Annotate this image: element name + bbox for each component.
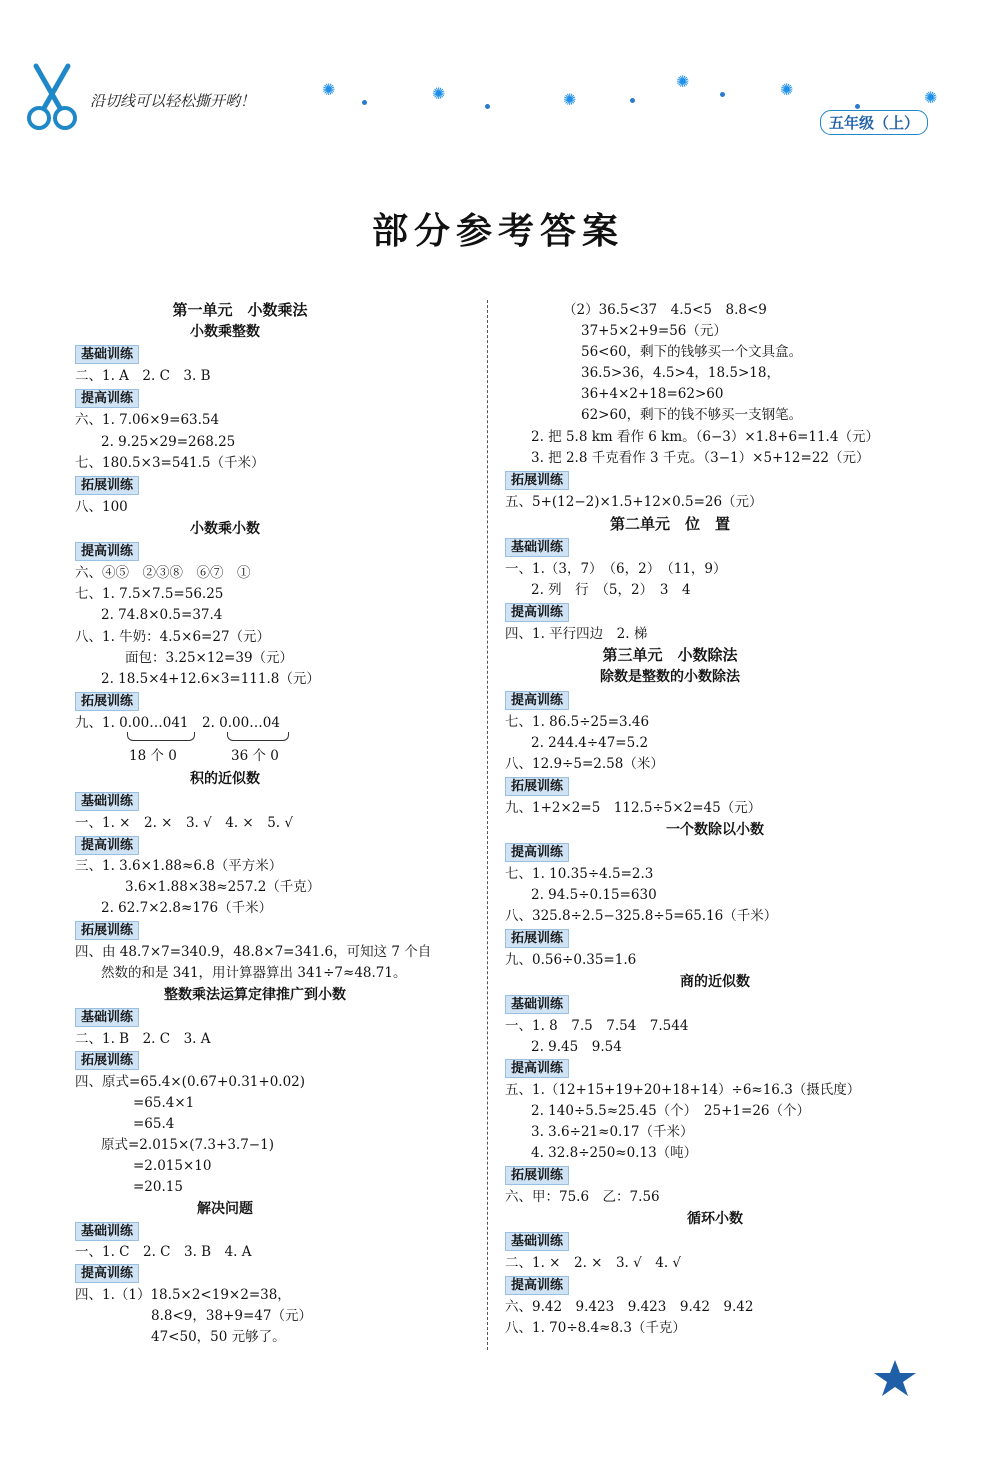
answer-line: 七、1. 10.35÷4.5=2.3 — [505, 866, 654, 882]
answer-line: =65.4×1 — [133, 1095, 195, 1111]
answer-line: 八、325.8÷2.5−325.8÷5=65.16（千米） — [505, 908, 778, 924]
underbrace — [227, 732, 289, 741]
answer-line: 四、1.（1）18.5×2<19×2=38， — [75, 1287, 291, 1303]
answer-line: 二、1. × 2. × 3. √ 4. √ — [505, 1255, 682, 1271]
brace-label: 18 个 0 — [129, 748, 177, 764]
training-badge: 基础训练 — [75, 792, 139, 811]
answer-line: 三、1. 3.6×1.88≈6.8（平方米） — [75, 858, 283, 874]
answer-line: 二、1. B 2. C 3. A — [75, 1031, 211, 1047]
answer-line: 四、原式=65.4×(0.67+0.31+0.02) — [75, 1074, 306, 1090]
training-badge: 提高训练 — [505, 603, 569, 622]
answer-line: 四、1. 平行四边 2. 梯 — [505, 626, 648, 642]
answer-line: =65.4 — [133, 1116, 175, 1132]
training-badge: 提高训练 — [505, 1059, 569, 1078]
training-badge: 提高训练 — [75, 389, 139, 408]
answer-line: 2. 244.4÷47=5.2 — [531, 735, 649, 751]
grade-badge: 五年级（上） — [820, 110, 928, 135]
column-divider — [487, 300, 488, 1350]
scissors-icon — [22, 62, 82, 138]
unit-heading: 第三单元 小数除法 — [602, 646, 738, 664]
answer-line: 4. 32.8÷250≈0.13（吨） — [531, 1145, 698, 1161]
training-badge: 提高训练 — [505, 691, 569, 710]
answer-line: 37+5×2+9=56（元） — [581, 323, 727, 339]
answer-line: 然数的和是 341，用计算器算出 341÷7≈48.71。 — [101, 965, 407, 981]
answer-line: 七、1. 86.5÷25=3.46 — [505, 714, 650, 730]
unit-heading: 第二单元 位 置 — [609, 515, 730, 533]
section-heading: 积的近似数 — [190, 771, 260, 787]
section-heading: 小数乘整数 — [190, 324, 260, 340]
answer-line: 一、1.（3，7） （6，2） （11，9） — [505, 561, 727, 577]
answer-line: （2）36.5<37 4.5<5 8.8<9 — [563, 302, 767, 318]
answer-line: 2. 94.5÷0.15=630 — [531, 887, 657, 903]
answer-line: 面包：3.25×12=39（元） — [125, 650, 294, 666]
answer-line: 五、1.（12+15+19+20+18+14）÷6≈16.3（摄氏度） — [505, 1082, 861, 1098]
training-badge: 提高训练 — [75, 542, 139, 561]
training-badge: 拓展训练 — [75, 921, 139, 940]
answer-line: 8.8<9，38+9=47（元） — [151, 1308, 312, 1324]
answer-line: 六、9.42 9.423 9.423 9.42 9.42 — [505, 1299, 754, 1315]
unit-heading: 第一单元 小数乘法 — [172, 301, 308, 319]
answer-line: 56<60，剩下的钱够买一个文具盒。 — [581, 344, 803, 360]
answer-line: 九、0.56÷0.35=1.6 — [505, 952, 637, 968]
underbrace — [127, 732, 195, 741]
brace-label: 36 个 0 — [231, 748, 279, 764]
training-badge: 拓展训练 — [505, 929, 569, 948]
answer-line: 2. 列 行 （5，2） 3 4 — [531, 582, 691, 598]
training-badge: 提高训练 — [75, 836, 139, 855]
answer-line: 七、180.5×3=541.5（千米） — [75, 455, 265, 471]
answer-line: 2. 74.8×0.5=37.4 — [101, 607, 223, 623]
answer-line: 一、1. C 2. C 3. B 4. A — [75, 1244, 252, 1260]
page-star-icon — [872, 1358, 918, 1402]
answer-line: 一、1. × 2. × 3. √ 4. × 5. √ — [75, 815, 293, 831]
training-badge: 基础训练 — [505, 1232, 569, 1251]
training-badge: 基础训练 — [75, 345, 139, 364]
training-badge: 基础训练 — [505, 995, 569, 1014]
answer-line: 36.5>36，4.5>4，18.5>18， — [581, 365, 780, 381]
answer-line: 九、1. 0.00…041 2. 0.00…04 — [75, 715, 280, 731]
training-badge: 提高训练 — [505, 843, 569, 862]
answer-line: 二、1. A 2. C 3. B — [75, 368, 211, 384]
training-badge: 拓展训练 — [505, 1166, 569, 1185]
answer-line: 47<50，50 元够了。 — [151, 1329, 286, 1345]
answer-line: 六、④⑤ ②③⑧ ⑥⑦ ① — [75, 565, 251, 581]
training-badge: 基础训练 — [75, 1222, 139, 1241]
answer-line: 2. 把 5.8 km 看作 6 km。（6−3）×1.8+6=11.4（元） — [531, 429, 879, 445]
answer-line: =20.15 — [133, 1179, 183, 1195]
section-heading: 整数乘法运算定律推广到小数 — [164, 987, 346, 1003]
answer-line: 36+4×2+18=62>60 — [581, 386, 724, 402]
training-badge: 拓展训练 — [75, 1051, 139, 1070]
answer-line: 3. 3.6÷21≈0.17（千米） — [531, 1124, 694, 1140]
training-badge: 拓展训练 — [505, 777, 569, 796]
cut-hint: 沿切线可以轻松撕开哟！ — [90, 92, 256, 110]
section-heading: 除数是整数的小数除法 — [600, 669, 740, 685]
answer-line: 一、1. 8 7.5 7.54 7.544 — [505, 1018, 689, 1034]
answer-line: 62>60，剩下的钱不够买一支钢笔。 — [581, 407, 803, 423]
answer-line: 2. 9.25×29=268.25 — [101, 434, 236, 450]
answer-line: 2. 18.5×4+12.6×3=111.8（元） — [101, 671, 320, 687]
section-heading: 一个数除以小数 — [666, 822, 764, 838]
training-badge: 基础训练 — [505, 538, 569, 557]
answer-line: 八、100 — [75, 499, 128, 515]
training-badge: 拓展训练 — [75, 476, 139, 495]
page-title: 部分参考答案 — [372, 211, 625, 252]
training-badge: 拓展训练 — [75, 692, 139, 711]
answer-line: 六、甲：75.6 乙：7.56 — [505, 1189, 660, 1205]
answer-line: 六、1. 7.06×9=63.54 — [75, 412, 220, 428]
training-badge: 基础训练 — [75, 1008, 139, 1027]
training-badge: 拓展训练 — [505, 471, 569, 490]
answer-line: 七、1. 7.5×7.5=56.25 — [75, 586, 224, 602]
answer-line: 八、12.9÷5=2.58（米） — [505, 756, 664, 772]
answer-line: 八、1. 牛奶：4.5×6=27（元） — [75, 629, 271, 645]
answer-line: 五、5+(12−2)×1.5+12×0.5=26（元） — [505, 494, 763, 510]
section-heading: 商的近似数 — [680, 974, 750, 990]
answer-line: 九、1+2×2=5 112.5÷5×2=45（元） — [505, 800, 762, 816]
answer-line: 2. 140÷5.5≈25.45（个） 25+1=26（个） — [531, 1103, 810, 1119]
answer-line: 四、由 48.7×7=340.9，48.8×7=341.6，可知这 7 个自 — [75, 944, 432, 960]
section-heading: 解决问题 — [197, 1201, 253, 1217]
answer-line: 3. 把 2.8 千克看作 3 千克。（3−1）×5+12=22（元） — [531, 450, 870, 466]
answer-line: 原式=2.015×(7.3+3.7−1) — [101, 1137, 274, 1153]
section-heading: 循环小数 — [687, 1211, 743, 1227]
answer-line: 2. 9.45 9.54 — [531, 1039, 622, 1055]
answer-line: =2.015×10 — [133, 1158, 212, 1174]
training-badge: 提高训练 — [505, 1276, 569, 1295]
section-heading: 小数乘小数 — [190, 521, 260, 537]
answer-line: 八、1. 70÷8.4≈8.3（千克） — [505, 1320, 686, 1336]
training-badge: 提高训练 — [75, 1264, 139, 1283]
answer-line: 3.6×1.88×38≈257.2（千克） — [125, 879, 321, 895]
answer-line: 2. 62.7×2.8≈176（千米） — [101, 900, 273, 916]
